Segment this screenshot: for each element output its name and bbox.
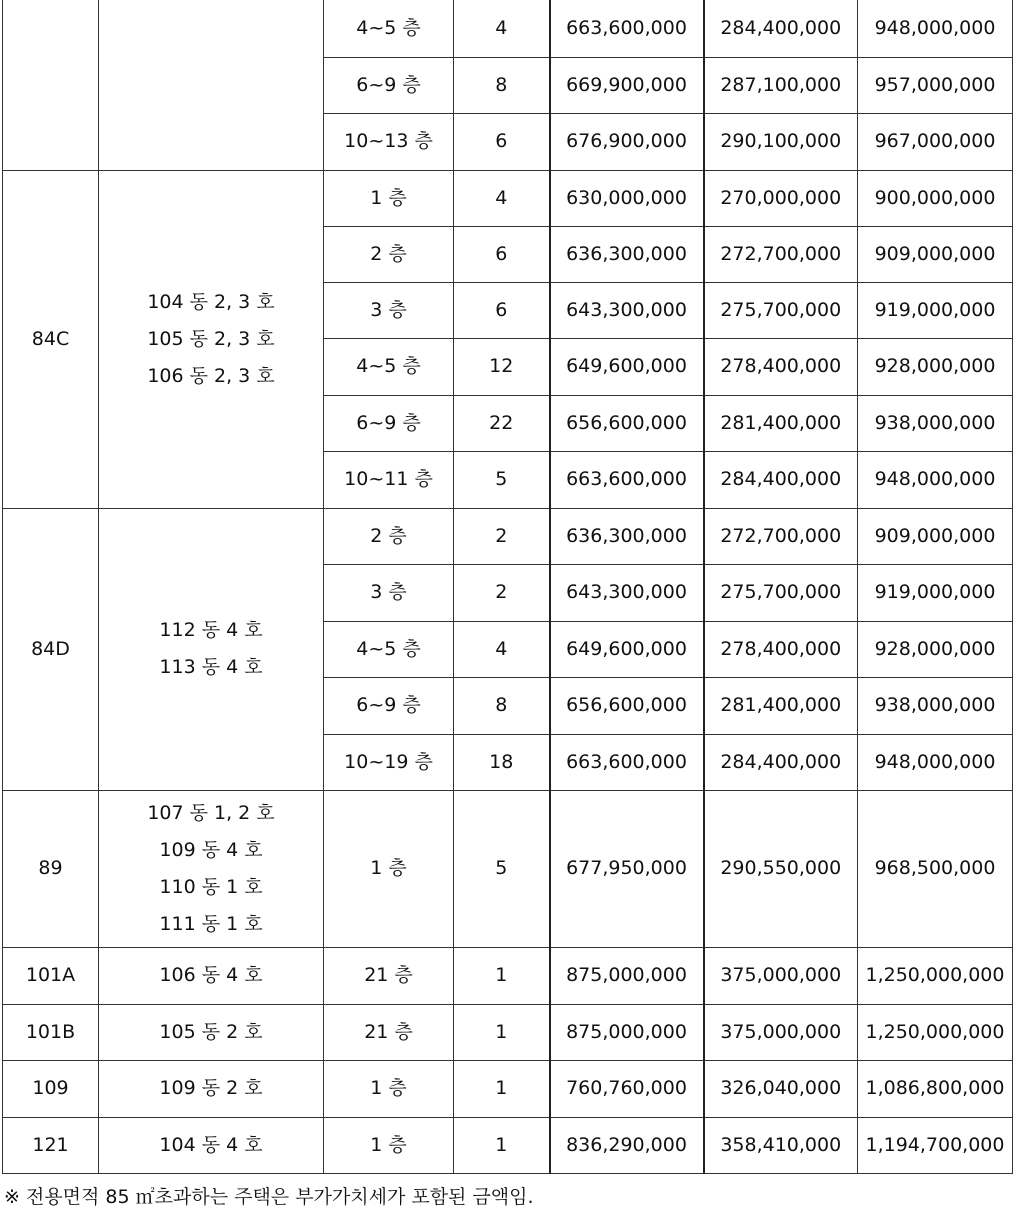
land-price-cell: 677,950,000 (550, 790, 704, 947)
total-price-cell: 1,194,700,000 (858, 1117, 1013, 1173)
land-price-cell: 875,000,000 (550, 1004, 704, 1060)
type-cell: 84C (3, 170, 99, 508)
dong-cell (99, 790, 324, 947)
dong-line: 109 동 4 호 (159, 838, 263, 861)
floor-cell: 6~9 층 (324, 57, 454, 113)
land-price-cell: 630,000,000 (550, 170, 704, 226)
total-price-cell: 919,000,000 (858, 282, 1013, 338)
land-price-cell: 676,900,000 (550, 113, 704, 170)
land-price-cell: 663,600,000 (550, 451, 704, 508)
floor-cell: 1 층 (324, 170, 454, 226)
floor-cell: 2 층 (324, 226, 454, 282)
units-cell: 4 (454, 170, 550, 226)
units-cell: 1 (454, 947, 550, 1004)
building-price-cell: 281,400,000 (704, 395, 858, 451)
building-price-cell: 278,400,000 (704, 338, 858, 395)
total-price-cell: 1,086,800,000 (858, 1060, 1013, 1117)
dong-line: 113 동 4 호 (159, 656, 263, 678)
dong-cell: 106 동 4 호 (99, 947, 324, 1004)
land-price-cell: 760,760,000 (550, 1060, 704, 1117)
land-price-cell: 875,000,000 (550, 947, 704, 1004)
floor-cell: 6~9 층 (324, 677, 454, 734)
building-price-cell: 284,400,000 (704, 734, 858, 790)
units-cell: 8 (454, 57, 550, 113)
table-row (3, 508, 1013, 564)
units-cell: 5 (454, 790, 550, 947)
floor-cell: 4~5 층 (324, 338, 454, 395)
units-cell: 2 (454, 508, 550, 564)
floor-cell: 6~9 층 (324, 395, 454, 451)
floor-cell: 1 층 (324, 790, 454, 947)
land-price-cell: 656,600,000 (550, 677, 704, 734)
building-price-cell: 284,400,000 (704, 451, 858, 508)
floor-cell: 1 층 (324, 1117, 454, 1173)
floor-cell: 10~13 층 (324, 113, 454, 170)
price-table (2, 0, 1013, 1174)
units-cell: 5 (454, 451, 550, 508)
table-row (3, 1117, 1013, 1173)
total-price-cell: 948,000,000 (858, 451, 1013, 508)
table-row (3, 1004, 1013, 1060)
land-price-cell: 663,600,000 (550, 0, 704, 57)
floor-cell: 21 층 (324, 947, 454, 1004)
building-price-cell: 326,040,000 (704, 1060, 858, 1117)
floor-cell: 4~5 층 (324, 0, 454, 57)
building-price-cell: 272,700,000 (704, 226, 858, 282)
dong-cell (99, 0, 324, 170)
floor-cell: 4~5 층 (324, 621, 454, 677)
building-price-cell: 278,400,000 (704, 621, 858, 677)
land-price-cell: 643,300,000 (550, 564, 704, 621)
table-row (3, 947, 1013, 1004)
total-price-cell: 900,000,000 (858, 170, 1013, 226)
total-price-cell: 909,000,000 (858, 508, 1013, 564)
land-price-cell: 649,600,000 (550, 338, 704, 395)
dong-line: 105 동 2, 3 호 (147, 327, 275, 350)
dong-line: 104 동 2, 3 호 (147, 290, 275, 313)
total-price-cell: 938,000,000 (858, 677, 1013, 734)
units-cell: 6 (454, 226, 550, 282)
table-row (3, 170, 1013, 226)
type-cell: 89 (3, 790, 99, 947)
building-price-cell: 281,400,000 (704, 677, 858, 734)
units-cell: 4 (454, 0, 550, 57)
dong-line: 111 동 1 호 (159, 912, 263, 935)
dong-cell: 105 동 2 호 (99, 1004, 324, 1060)
units-cell: 6 (454, 282, 550, 338)
units-cell: 4 (454, 621, 550, 677)
total-price-cell: 968,500,000 (858, 790, 1013, 947)
floor-cell: 3 층 (324, 564, 454, 621)
units-cell: 12 (454, 338, 550, 395)
total-price-cell: 948,000,000 (858, 734, 1013, 790)
floor-cell: 1 층 (324, 1060, 454, 1117)
total-price-cell: 1,250,000,000 (858, 1004, 1013, 1060)
total-price-cell: 967,000,000 (858, 113, 1013, 170)
table-row (3, 790, 1013, 947)
dong-cell: 104 동 4 호 (99, 1117, 324, 1173)
land-price-cell: 669,900,000 (550, 57, 704, 113)
floor-cell: 3 층 (324, 282, 454, 338)
type-cell: 109 (3, 1060, 99, 1117)
floor-cell: 10~19 층 (324, 734, 454, 790)
units-cell: 1 (454, 1117, 550, 1173)
dong-line: 110 동 1 호 (159, 875, 263, 898)
table-row (3, 0, 1013, 57)
floor-cell: 2 층 (324, 508, 454, 564)
building-price-cell: 358,410,000 (704, 1117, 858, 1173)
building-price-cell: 284,400,000 (704, 0, 858, 57)
floor-cell: 10~11 층 (324, 451, 454, 508)
total-price-cell: 909,000,000 (858, 226, 1013, 282)
building-price-cell: 272,700,000 (704, 508, 858, 564)
total-price-cell: 919,000,000 (858, 564, 1013, 621)
building-price-cell: 275,700,000 (704, 564, 858, 621)
building-price-cell: 375,000,000 (704, 947, 858, 1004)
total-price-cell: 948,000,000 (858, 0, 1013, 57)
type-cell: 121 (3, 1117, 99, 1173)
units-cell: 6 (454, 113, 550, 170)
footnote: ※ 전용면적 85 ㎡초과하는 주택은 부가가치세가 포함된 금액임. (4, 1186, 534, 1208)
units-cell: 1 (454, 1060, 550, 1117)
type-cell: 101B (3, 1004, 99, 1060)
units-cell: 2 (454, 564, 550, 621)
building-price-cell: 290,550,000 (704, 790, 858, 947)
building-price-cell: 275,700,000 (704, 282, 858, 338)
type-cell (3, 0, 99, 170)
dong-line: 107 동 1, 2 호 (147, 801, 275, 824)
land-price-cell: 836,290,000 (550, 1117, 704, 1173)
building-price-cell: 290,100,000 (704, 113, 858, 170)
land-price-cell: 649,600,000 (550, 621, 704, 677)
total-price-cell: 957,000,000 (858, 57, 1013, 113)
floor-cell: 21 층 (324, 1004, 454, 1060)
land-price-cell: 663,600,000 (550, 734, 704, 790)
dong-line: 112 동 4 호 (159, 619, 263, 641)
building-price-cell: 287,100,000 (704, 57, 858, 113)
building-price-cell: 375,000,000 (704, 1004, 858, 1060)
units-cell: 18 (454, 734, 550, 790)
land-price-cell: 636,300,000 (550, 508, 704, 564)
dong-line: 106 동 2, 3 호 (147, 364, 275, 387)
total-price-cell: 928,000,000 (858, 338, 1013, 395)
table-row (3, 1060, 1013, 1117)
total-price-cell: 938,000,000 (858, 395, 1013, 451)
type-cell: 101A (3, 947, 99, 1004)
land-price-cell: 643,300,000 (550, 282, 704, 338)
land-price-cell: 656,600,000 (550, 395, 704, 451)
units-cell: 1 (454, 1004, 550, 1060)
dong-cell (99, 170, 324, 508)
type-cell: 84D (3, 508, 99, 790)
total-price-cell: 1,250,000,000 (858, 947, 1013, 1004)
land-price-cell: 636,300,000 (550, 226, 704, 282)
units-cell: 8 (454, 677, 550, 734)
dong-cell: 109 동 2 호 (99, 1060, 324, 1117)
units-cell: 22 (454, 395, 550, 451)
total-price-cell: 928,000,000 (858, 621, 1013, 677)
dong-cell (99, 508, 324, 790)
building-price-cell: 270,000,000 (704, 170, 858, 226)
